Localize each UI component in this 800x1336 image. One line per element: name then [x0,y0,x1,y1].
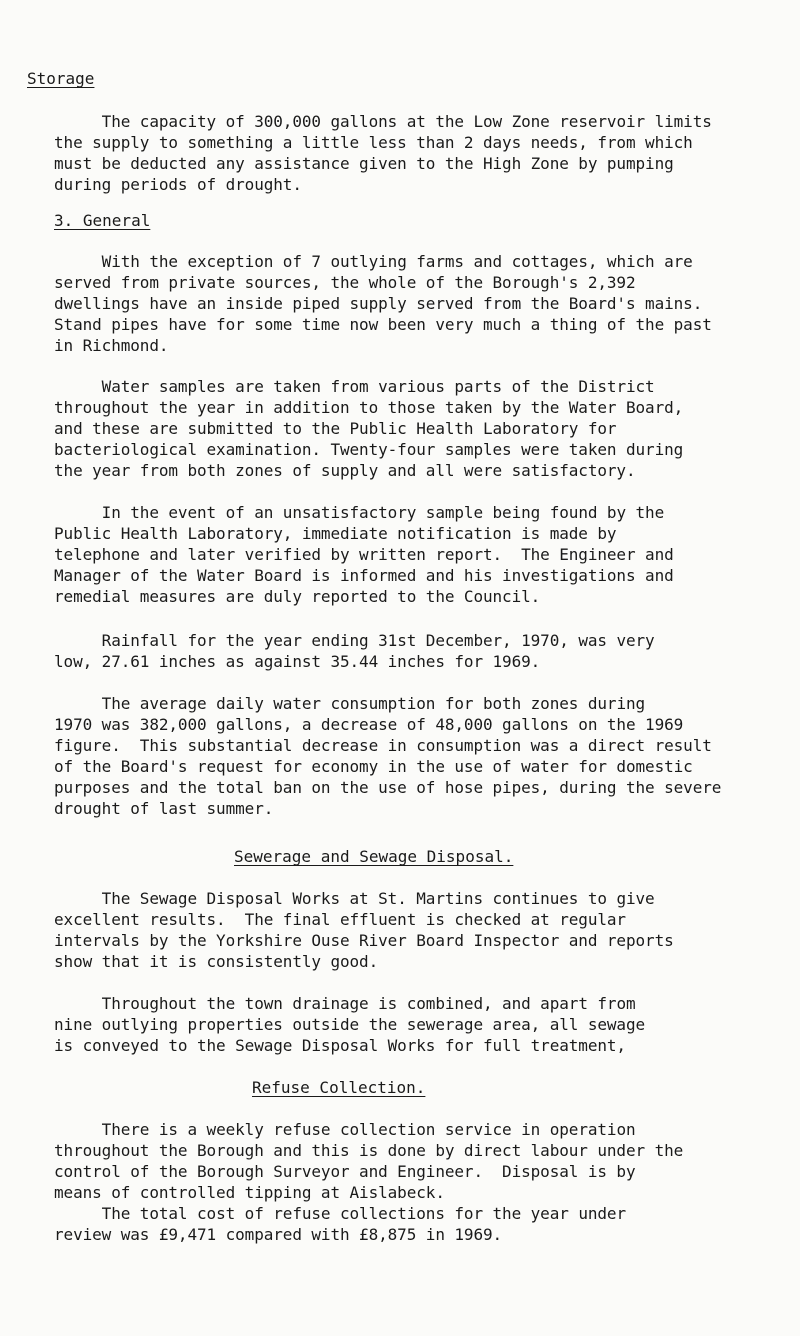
refuse-paragraph-1: There is a weekly refuse collection service in operation throughout the Borough and this is done by direct labour under the control of the Borough Surveyor and Engineer. Disposal is by means of controlled tipping at Aislabeck. [54,1120,684,1202]
refuse-heading: Refuse Collection. [252,1078,426,1097]
sewerage-heading: Sewerage and Sewage Disposal. [234,847,514,866]
general-paragraph-1: With the exception of 7 outlying farms and cottages, which are served from private sources, the whole of the Borough's 2,392 dwellings have an inside piped supply served from the Board's mains. Stand pipes have for some time now been very much a thing of the past in Richmond. [54,252,712,355]
storage-heading: Storage [27,69,95,88]
sewerage-paragraph-1: The Sewage Disposal Works at St. Martins continues to give excellent results. The final effluent is checked at regular intervals by the Yorkshire Ouse River Board Inspector and reports show that it is consistently good. [54,889,674,971]
general-heading: 3. General [54,211,151,230]
general-paragraph-2: Water samples are taken from various parts of the District throughout the year in addition to those taken by the Water Board, and these are submitted to the Public Health Laboratory for bacteriological examination. Twenty-four samples were taken during the year from both zones of supply and all were satisfactory. [54,377,684,480]
general-paragraph-3: In the event of an unsatisfactory sample being found by the Public Health Laboratory, immediate notification is made by telephone and later verified by written report. The Engineer and Manager of the Water Board is informed and his investigations and remedial measures are duly reported to the Council. [54,503,674,606]
storage-paragraph-1: The capacity of 300,000 gallons at the Low Zone reservoir limits the supply to something a little less than 2 days needs, from which must be deducted any assistance given to the High Zone by pumping during periods of drought. [54,112,712,194]
general-paragraph-5: The average daily water consumption for both zones during 1970 was 382,000 gallons, a decrease of 48,000 gallons on the 1969 figure. This substantial decrease in consumption was a direct result of the Board's request for economy in the use of water for domestic purposes and the total ban on the use of hose pipes, during the severe drought of last summer. [54,694,722,818]
general-paragraph-4: Rainfall for the year ending 31st December, 1970, was very low, 27.61 inches as against 35.44 inches for 1969. [54,631,655,671]
refuse-paragraph-2: The total cost of refuse collections for the year under review was £9,471 compared with £8,875 in 1969. [54,1204,626,1244]
sewerage-paragraph-2: Throughout the town drainage is combined, and apart from nine outlying properties outside the sewerage area, all sewage is conveyed to the Sewage Disposal Works for full treatment, [54,994,646,1055]
